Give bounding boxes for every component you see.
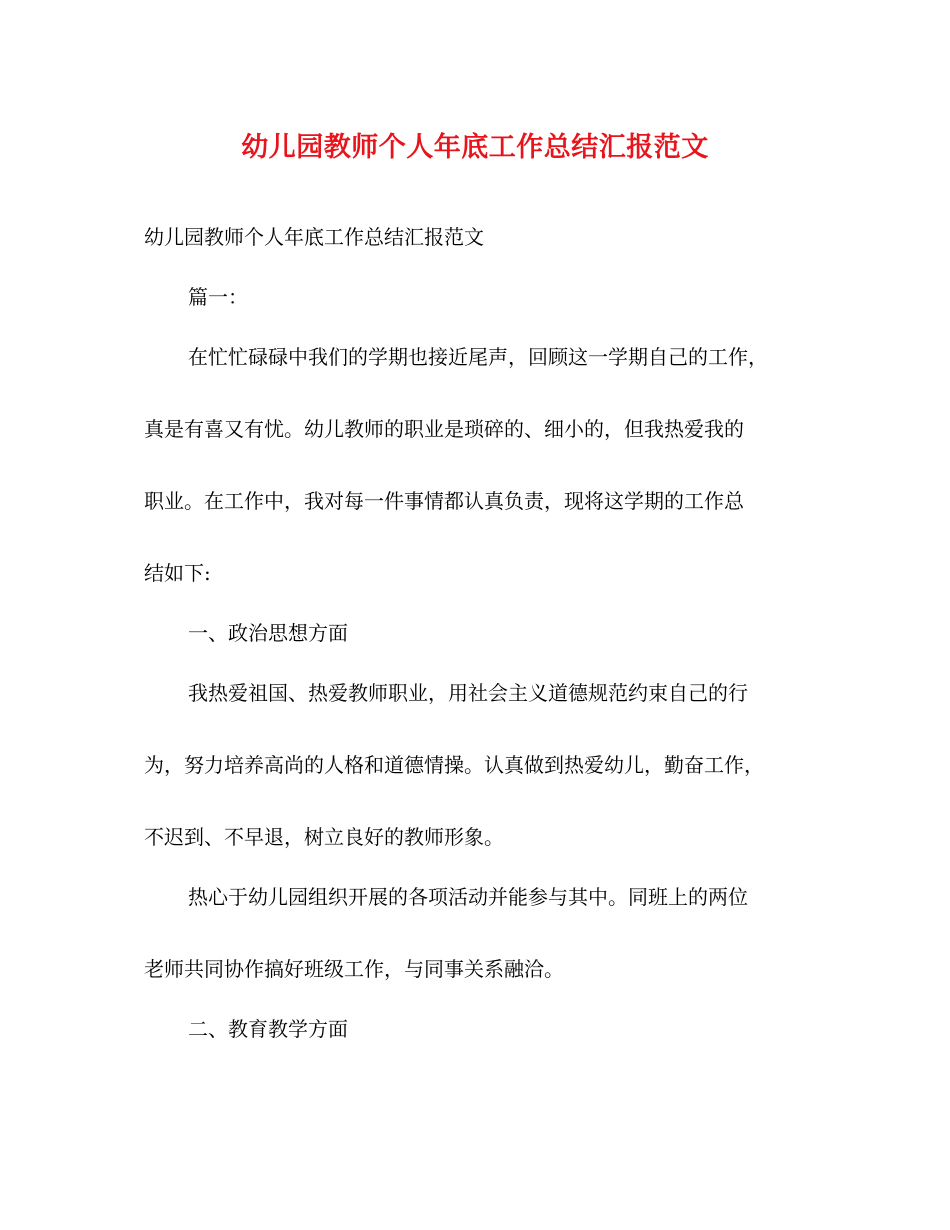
- section-label: 篇一：: [188, 285, 248, 309]
- paragraph-line: 在忙忙碌碌中我们的学期也接近尾声，回顾这一学期自己的工作，: [188, 345, 768, 369]
- section-heading: 一、政治思想方面: [188, 621, 348, 645]
- paragraph-line: 热心于幼儿园组织开展的各项活动并能参与其中。同班上的两位: [188, 885, 748, 909]
- paragraph-line: 老师共同协作搞好班级工作，与同事关系融洽。: [144, 957, 564, 981]
- paragraph-line: 我热爱祖国、热爱教师职业，用社会主义道德规范约束自己的行: [188, 681, 748, 705]
- section-heading: 二、教育教学方面: [188, 1017, 348, 1041]
- subtitle-line: 幼儿园教师个人年底工作总结汇报范文: [144, 225, 484, 249]
- paragraph-line: 为，努力培养高尚的人格和道德情操。认真做到热爱幼儿，勤奋工作，: [144, 753, 764, 777]
- paragraph-line: 真是有喜又有忧。幼儿教师的职业是琐碎的、细小的，但我热爱我的: [144, 417, 744, 441]
- paragraph-line: 结如下:: [144, 561, 211, 585]
- paragraph-line: 职业。在工作中，我对每一件事情都认真负责，现将这学期的工作总: [144, 489, 744, 513]
- document-title: 幼儿园教师个人年底工作总结汇报范文: [241, 132, 709, 163]
- paragraph-line: 不迟到、不早退，树立良好的教师形象。: [144, 825, 504, 849]
